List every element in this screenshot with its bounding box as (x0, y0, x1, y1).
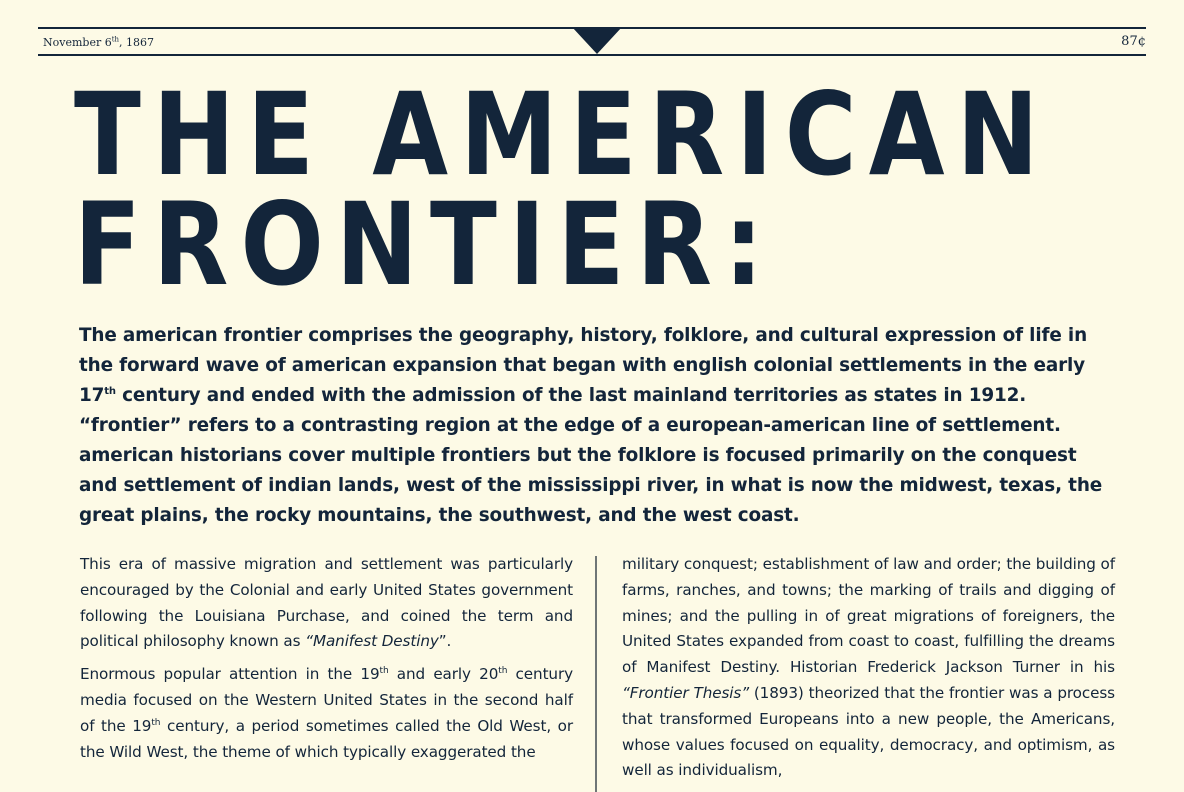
close-quote: ” (741, 683, 749, 702)
ordinal: th (498, 666, 508, 677)
right-paragraph-1 (622, 552, 1115, 784)
paragraph-text: century media focused on the Western United States in the second half of the 19 (80, 665, 573, 735)
italic-term: Manifest Destiny (312, 632, 439, 651)
body-column-left (80, 552, 573, 772)
italic-term: Frontier Thesis (629, 683, 742, 702)
lede-text-2: century and ended with the admission of the last mainland territories as states in 1912. “frontier” refers to a contrasting region at the edge of a european-american line of settlement. american historians cover multiple frontiers but the folklore is focused primarily on the conquest and settlement of indian lands, west of the mississippi river, in what is now the midwest, texas, the great plains, the rocky mountains, the southwest, and the west coast. (79, 385, 1103, 526)
masthead-bar (38, 27, 1146, 56)
paragraph-text: This era of massive migration and settlement was particularly encouraged by the Colonial and early United States government following the Louisiana Purchase, and coined the term and political philosophy known as (80, 555, 573, 651)
date-text: November 6 (43, 36, 112, 49)
issue-price: 87¢ (1121, 34, 1146, 49)
lede-ordinal: th (104, 385, 116, 397)
left-paragraph-2 (80, 662, 573, 765)
paragraph-text: (1893) theorized that the frontier was a process that transformed Europeans into a new people, the Americans, whose values focused on equality, democracy, and optimism, as well as individualism, (622, 683, 1115, 780)
open-quote: “ (622, 683, 630, 702)
column-divider (595, 556, 597, 792)
body-column-right (622, 552, 1115, 791)
date-ordinal: th (111, 35, 120, 44)
issue-date (43, 36, 154, 49)
title-line-1: THE AMERICAN (74, 68, 1051, 201)
ordinal: th (151, 717, 161, 728)
left-paragraph-1 (80, 552, 573, 655)
paragraph-text: century, a period sometimes called the Old West, or the Wild West, the theme of which typically exaggerated the (80, 716, 573, 761)
paragraph-text: and early 20 (388, 665, 499, 684)
date-year: , 1867 (119, 36, 155, 49)
lede-text-1: The american frontier comprises the geography, history, folklore, and cultural expression of life in the forward wave of american expansion that began with english colonial settlements in the early 17 (79, 325, 1088, 406)
page-title (74, 68, 1051, 311)
paragraph-text: military conquest; establishment of law and order; the building of farms, ranches, and towns; the marking of trails and digging of mines; and the pulling in of great migrations of foreigners, the United States expanded from coast to coast, fulfilling the dreams of Manifest Destiny. Historian Frederick Jackson Turner in his (622, 555, 1115, 677)
downward-triangle-icon (572, 27, 622, 54)
title-line-2: FRONTIER: (74, 178, 776, 311)
open-quote: “ (305, 632, 313, 651)
ordinal: th (379, 666, 389, 677)
paragraph-text: Enormous popular attention in the 19 (80, 665, 380, 684)
close-quote: ”. (438, 632, 452, 651)
lede-paragraph (79, 321, 1119, 531)
